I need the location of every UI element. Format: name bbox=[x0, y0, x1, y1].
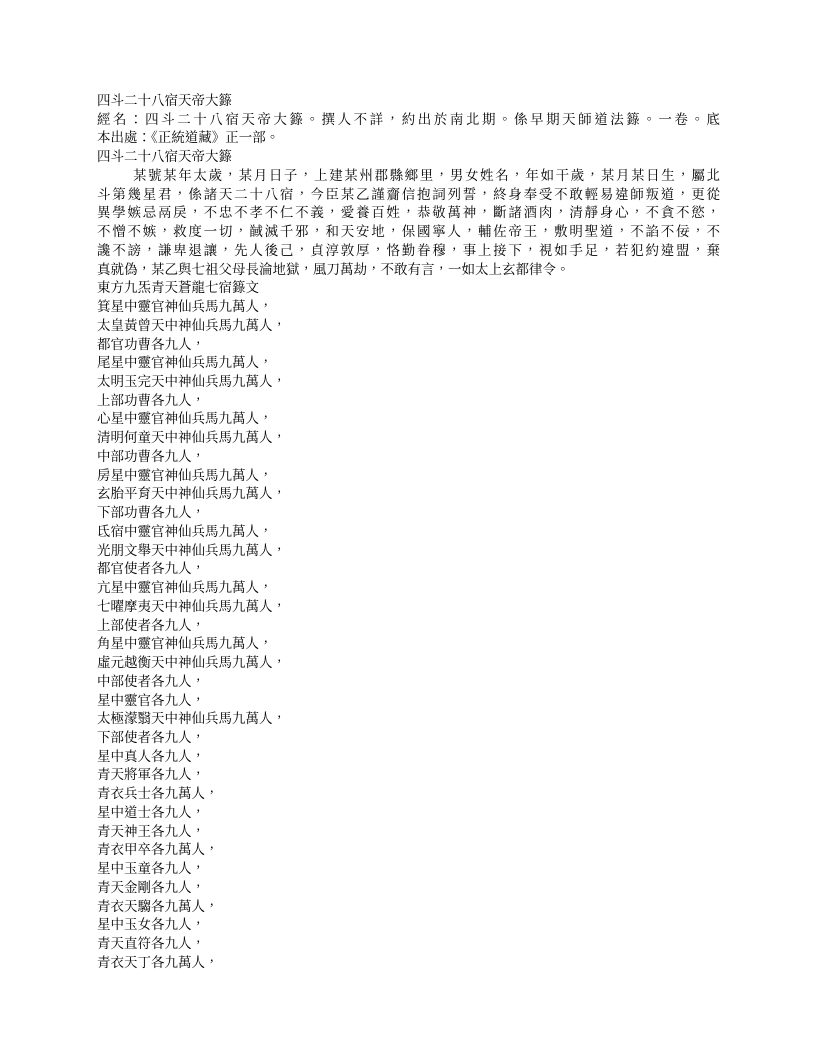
register-line: 虛元越衡天中神仙兵馬九萬人， bbox=[97, 655, 286, 672]
colophon-paragraph bbox=[97, 111, 720, 148]
register-line: 氐宿中靈官神仙兵馬九萬人， bbox=[97, 523, 273, 540]
register-line: 星中玉童各九人， bbox=[97, 861, 205, 878]
register-line: 清明何童天中神仙兵馬九萬人， bbox=[97, 430, 286, 447]
register-line: 亢星中靈官神仙兵馬九萬人， bbox=[97, 580, 273, 597]
register-line: 角星中靈官神仙兵馬九萬人， bbox=[97, 636, 273, 653]
register-line: 太極濛翳天中神仙兵馬九萬人， bbox=[97, 711, 286, 728]
register-line: 光朋文舉天中神仙兵馬九萬人， bbox=[97, 542, 286, 559]
register-line: 箕星中靈官神仙兵馬九萬人， bbox=[97, 299, 273, 316]
register-line: 青衣天丁各九萬人， bbox=[97, 954, 219, 971]
register-line: 玄胎平育天中神仙兵馬九萬人， bbox=[97, 486, 286, 503]
register-line: 青天金剛各九人， bbox=[97, 879, 205, 896]
register-title: 東方九炁青天蒼龍七宿籙文 bbox=[97, 280, 259, 297]
register-line: 星中真人各九人， bbox=[97, 748, 205, 765]
register-line: 上部功曹各九人， bbox=[97, 392, 205, 409]
oath-line: 斗第幾星君，係諸天二十八宿，今臣某乙謹齎信抱詞列誓，終身奉受不敢輕易違師叛道，更從 bbox=[97, 186, 720, 203]
oath-line: 真就偽，某乙與七祖父母長淪地獄，風刀萬劫，不敢有言，一如太上玄都律令。 bbox=[97, 261, 570, 278]
oath-line: 某號某年太歲，某月日子，上建某州郡縣鄉里，男女姓名，年如干歲，某月某日生，屬北 bbox=[133, 167, 720, 184]
oath-line: 讒不謗，謙卑退讓，先人後己，貞淳敦厚，恪勤眷穆，事上接下，視如手足，若犯約違盟，棄 bbox=[97, 242, 720, 259]
register-line: 太皇黃曾天中神仙兵馬九萬人， bbox=[97, 317, 286, 334]
register-list bbox=[97, 298, 720, 972]
oath-paragraph bbox=[97, 167, 720, 279]
register-line: 青衣甲卒各九萬人， bbox=[97, 842, 219, 859]
oath-line: 不憎不嫉，救度一切，馘滅千邪，和天安地，保國寧人，輔佐帝王，敷明聖道，不諂不佞，不 bbox=[97, 224, 720, 241]
register-line: 都官使者各九人， bbox=[97, 561, 205, 578]
register-line: 星中靈官各九人， bbox=[97, 692, 205, 709]
register-line: 下部功曹各九人， bbox=[97, 505, 205, 522]
register-line: 上部使者各九人， bbox=[97, 617, 205, 634]
colophon-line: 本出處：《正統道藏》正一部。 bbox=[97, 130, 280, 147]
register-line: 星中玉女各九人， bbox=[97, 917, 205, 934]
register-line: 中部功曹各九人， bbox=[97, 448, 205, 465]
register-line: 青天直符各九人， bbox=[97, 936, 205, 953]
colophon-line: 經名：四斗二十八宿天帝大籙。撰人不詳，約出於南北期。係早期天師道法籙。一卷。底 bbox=[97, 111, 720, 128]
register-line: 下部使者各九人， bbox=[97, 729, 205, 746]
section-heading: 四斗二十八宿天帝大籙 bbox=[97, 149, 232, 166]
register-line: 青衣天騶各九萬人， bbox=[97, 898, 219, 915]
register-line: 尾星中靈官神仙兵馬九萬人， bbox=[97, 355, 273, 372]
oath-line: 異學嫉忌鬲戾，不忠不孝不仁不義，愛養百姓，恭敬萬神，斷諸酒肉，清靜身心，不貪不慾， bbox=[97, 205, 720, 222]
register-line: 青天將軍各九人， bbox=[97, 767, 205, 784]
register-line: 青天神王各九人， bbox=[97, 823, 205, 840]
register-line: 青衣兵士各九萬人， bbox=[97, 786, 219, 803]
register-line: 太明玉完天中神仙兵馬九萬人， bbox=[97, 374, 286, 391]
register-line: 七曜摩夷天中神仙兵馬九萬人， bbox=[97, 598, 286, 615]
register-line: 中部使者各九人， bbox=[97, 673, 205, 690]
document-title: 四斗二十八宿天帝大籙 bbox=[97, 93, 232, 109]
register-line: 星中道士各九人， bbox=[97, 804, 205, 821]
register-line: 都官功曹各九人， bbox=[97, 336, 205, 353]
register-line: 房星中靈官神仙兵馬九萬人， bbox=[97, 467, 273, 484]
register-line: 心星中靈官神仙兵馬九萬人， bbox=[97, 411, 273, 428]
